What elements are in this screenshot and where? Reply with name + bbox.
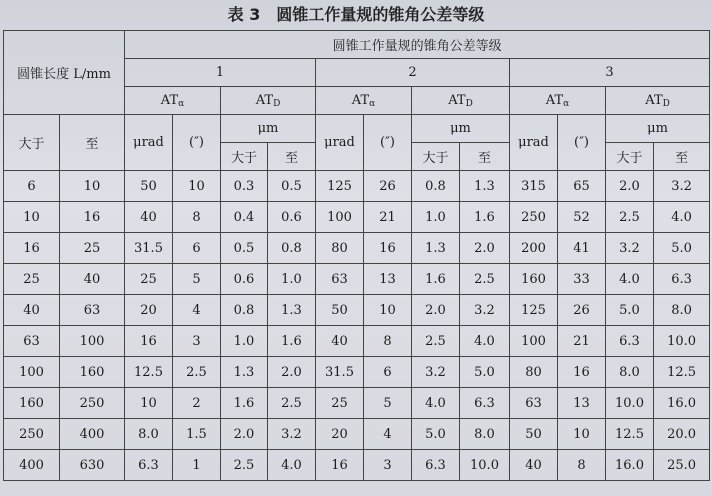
- table-cell: 16: [558, 357, 606, 388]
- table-cell: 4: [173, 295, 221, 326]
- table-cell: 5.0: [412, 419, 460, 450]
- table-body: [4, 31, 710, 481]
- table-cell: 0.4: [221, 202, 268, 233]
- urad-header-2: μrad: [316, 115, 364, 171]
- table-cell: 3.2: [412, 357, 460, 388]
- grade-title-header: 圆锥工作量规的锥角公差等级: [125, 31, 710, 59]
- table-cell: 10.0: [654, 326, 710, 357]
- at-d-header-2: [412, 87, 510, 115]
- seconds-header-1: (″): [173, 115, 221, 171]
- table-cell: 33: [558, 264, 606, 295]
- table-cell: 20: [125, 295, 173, 326]
- table-cell: 12.5: [125, 357, 173, 388]
- table-cell: 10: [364, 295, 412, 326]
- table-cell: 25: [4, 264, 60, 295]
- table-row: [4, 233, 710, 264]
- table-cell: 0.6: [268, 202, 316, 233]
- table-cell: 40: [316, 326, 364, 357]
- table-cell: 8: [173, 202, 221, 233]
- table-cell: 2.0: [606, 171, 654, 202]
- table-cell: 3.2: [606, 233, 654, 264]
- table-cell: 10: [60, 171, 125, 202]
- table-cell: 8.0: [654, 295, 710, 326]
- table-cell: 400: [60, 419, 125, 450]
- table-cell: 0.8: [268, 233, 316, 264]
- at-alpha-sub: α: [563, 98, 570, 109]
- table-cell: 16: [316, 450, 364, 481]
- table-row: [4, 326, 710, 357]
- table-cell: 6: [4, 171, 60, 202]
- table-cell: 2: [173, 388, 221, 419]
- um-header-2: μm: [412, 115, 510, 143]
- table-cell: 16: [125, 326, 173, 357]
- table-row: [4, 202, 710, 233]
- table-cell: 1.6: [412, 264, 460, 295]
- table-cell: 6.3: [654, 264, 710, 295]
- table-cell: 160: [4, 388, 60, 419]
- table-cell: 3.2: [268, 419, 316, 450]
- table-cell: 2.0: [460, 233, 510, 264]
- grade-1-header: 1: [125, 59, 316, 87]
- at-d-to-header-2: 至: [460, 143, 510, 171]
- table-row: [4, 171, 710, 202]
- table-cell: 6.3: [412, 450, 460, 481]
- table-cell: 100: [316, 202, 364, 233]
- table-cell: 6.3: [606, 326, 654, 357]
- table-row: [4, 357, 710, 388]
- table-cell: 50: [316, 295, 364, 326]
- table-cell: 13: [558, 388, 606, 419]
- table-cell: 10.0: [460, 450, 510, 481]
- table-cell: 8: [558, 450, 606, 481]
- table-cell: 250: [60, 388, 125, 419]
- table-cell: 2.5: [173, 357, 221, 388]
- table-cell: 1.5: [173, 419, 221, 450]
- urad-header-3: μrad: [510, 115, 558, 171]
- table-cell: 8.0: [460, 419, 510, 450]
- table-cell: 8: [364, 326, 412, 357]
- table-cell: 4.0: [268, 450, 316, 481]
- table-cell: 100: [510, 326, 558, 357]
- table-cell: 315: [510, 171, 558, 202]
- table-cell: 31.5: [125, 233, 173, 264]
- table-cell: 160: [510, 264, 558, 295]
- table-cell: 5.0: [606, 295, 654, 326]
- table-cell: 4.0: [654, 202, 710, 233]
- table-cell: 13: [364, 264, 412, 295]
- table-cell: 12.5: [654, 357, 710, 388]
- table-caption: 表 3 圆锥工作量规的锥角公差等级: [227, 5, 485, 24]
- um-header-3: μm: [606, 115, 710, 143]
- table-cell: 400: [4, 450, 60, 481]
- table-cell: 1.6: [221, 388, 268, 419]
- table-cell: 80: [510, 357, 558, 388]
- at-alpha-sub: α: [369, 98, 376, 109]
- table-cell: 0.8: [221, 295, 268, 326]
- at-alpha-main: AT: [351, 92, 370, 108]
- table-cell: 1.6: [268, 326, 316, 357]
- table-cell: 1.3: [268, 295, 316, 326]
- table-cell: 41: [558, 233, 606, 264]
- table-cell: 4.0: [606, 264, 654, 295]
- to-header: 至: [60, 115, 125, 171]
- at-d-main: AT: [255, 92, 274, 108]
- table-cell: 52: [558, 202, 606, 233]
- table-cell: 21: [558, 326, 606, 357]
- at-alpha-sub: α: [178, 98, 185, 109]
- at-d-sub: D: [662, 98, 670, 109]
- table-cell: 630: [60, 450, 125, 481]
- table-cell: 0.5: [221, 233, 268, 264]
- table-cell: 3.2: [654, 171, 710, 202]
- at-alpha-main: AT: [545, 92, 564, 108]
- table-cell: 50: [125, 171, 173, 202]
- table-row: [4, 264, 710, 295]
- table-cell: 1.0: [221, 326, 268, 357]
- table-cell: 6: [173, 233, 221, 264]
- at-alpha-header-3: [510, 87, 606, 115]
- table-cell: 4: [364, 419, 412, 450]
- table-cell: 0.6: [221, 264, 268, 295]
- table-cell: 4.0: [412, 388, 460, 419]
- table-cell: 2.5: [460, 264, 510, 295]
- table-cell: 3: [173, 326, 221, 357]
- table-cell: 100: [4, 357, 60, 388]
- table-cell: 5: [364, 388, 412, 419]
- table-cell: 2.0: [221, 419, 268, 450]
- table-cell: 0.5: [268, 171, 316, 202]
- table-cell: 8.0: [606, 357, 654, 388]
- table-cell: 2.0: [268, 357, 316, 388]
- table-cell: 12.5: [606, 419, 654, 450]
- table-cell: 40: [510, 450, 558, 481]
- table-cell: 26: [558, 295, 606, 326]
- urad-header-1: μrad: [125, 115, 173, 171]
- table-cell: 1: [173, 450, 221, 481]
- table-cell: 3: [364, 450, 412, 481]
- seconds-header-2: (″): [364, 115, 412, 171]
- grade-3-header: 3: [510, 59, 710, 87]
- table-cell: 10: [4, 202, 60, 233]
- at-d-main: AT: [448, 92, 466, 108]
- table-cell: 1.6: [460, 202, 510, 233]
- table-cell: 250: [4, 419, 60, 450]
- table-cell: 0.3: [221, 171, 268, 202]
- at-alpha-header-2: [316, 87, 412, 115]
- table-cell: 25: [125, 264, 173, 295]
- at-d-sub: D: [465, 98, 473, 109]
- table-cell: 1.0: [412, 202, 460, 233]
- table-cell: 2.5: [606, 202, 654, 233]
- at-alpha-main: AT: [160, 92, 179, 108]
- table-cell: 200: [510, 233, 558, 264]
- table-cell: 100: [60, 326, 125, 357]
- at-d-from-header-2: 大于: [412, 143, 460, 171]
- at-d-from-header-3: 大于: [606, 143, 654, 171]
- table-cell: 6: [364, 357, 412, 388]
- table-cell: 125: [510, 295, 558, 326]
- table-cell: 5.0: [460, 357, 510, 388]
- table-cell: 5.0: [654, 233, 710, 264]
- table-cell: 63: [4, 326, 60, 357]
- table-cell: 1.0: [268, 264, 316, 295]
- table-cell: 16: [4, 233, 60, 264]
- table-cell: 0.8: [412, 171, 460, 202]
- table-cell: 25.0: [654, 450, 710, 481]
- table-cell: 21: [364, 202, 412, 233]
- table-cell: 1.3: [412, 233, 460, 264]
- table-cell: 31.5: [316, 357, 364, 388]
- grade-2-header: 2: [316, 59, 510, 87]
- at-d-from-header-1: 大于: [221, 143, 268, 171]
- table-cell: 2.5: [412, 326, 460, 357]
- table-cell: 16.0: [654, 388, 710, 419]
- table-cell: 2.5: [268, 388, 316, 419]
- table-cell: 5: [173, 264, 221, 295]
- table-cell: 3.2: [460, 295, 510, 326]
- table-cell: 1.3: [221, 357, 268, 388]
- table-cell: 250: [510, 202, 558, 233]
- table-cell: 10.0: [606, 388, 654, 419]
- at-d-header-3: [606, 87, 710, 115]
- table-cell: 2.0: [412, 295, 460, 326]
- table-row: [4, 450, 710, 481]
- table-cell: 1.3: [460, 171, 510, 202]
- table-row: [4, 419, 710, 450]
- header-row-4: [4, 115, 710, 143]
- table-cell: 20.0: [654, 419, 710, 450]
- table-cell: 16: [60, 202, 125, 233]
- table-cell: 10: [558, 419, 606, 450]
- table-cell: 63: [316, 264, 364, 295]
- table-cell: 8.0: [125, 419, 173, 450]
- table-cell: 20: [316, 419, 364, 450]
- table-cell: 2.5: [221, 450, 268, 481]
- table-cell: 40: [4, 295, 60, 326]
- table-cell: 125: [316, 171, 364, 202]
- at-d-header-1: [221, 87, 316, 115]
- table-cell: 25: [60, 233, 125, 264]
- table-cell: 6.3: [460, 388, 510, 419]
- table-cell: 16: [364, 233, 412, 264]
- header-row-1: [4, 31, 710, 59]
- at-d-to-header-3: 至: [654, 143, 710, 171]
- table-cell: 40: [125, 202, 173, 233]
- table-cell: 10: [173, 171, 221, 202]
- table-cell: 65: [558, 171, 606, 202]
- cone-angle-tolerance-table: [3, 30, 710, 481]
- table-cell: 6.3: [125, 450, 173, 481]
- table-cell: 63: [60, 295, 125, 326]
- at-d-main: AT: [645, 92, 663, 108]
- table-cell: 25: [316, 388, 364, 419]
- table-cell: 26: [364, 171, 412, 202]
- at-alpha-header-1: [125, 87, 221, 115]
- from-header: 大于: [4, 115, 60, 171]
- table-cell: 40: [60, 264, 125, 295]
- table-cell: 80: [316, 233, 364, 264]
- at-d-to-header-1: 至: [268, 143, 316, 171]
- seconds-header-3: (″): [558, 115, 606, 171]
- table-cell: 160: [60, 357, 125, 388]
- um-header-1: μm: [221, 115, 316, 143]
- table-row: [4, 295, 710, 326]
- at-d-sub: D: [273, 98, 281, 109]
- table-cell: 63: [510, 388, 558, 419]
- length-header: 圆锥长度 L/mm: [4, 31, 125, 115]
- table-cell: 50: [510, 419, 558, 450]
- table-row: [4, 388, 710, 419]
- table-cell: 4.0: [460, 326, 510, 357]
- table-cell: 16.0: [606, 450, 654, 481]
- table-cell: 10: [125, 388, 173, 419]
